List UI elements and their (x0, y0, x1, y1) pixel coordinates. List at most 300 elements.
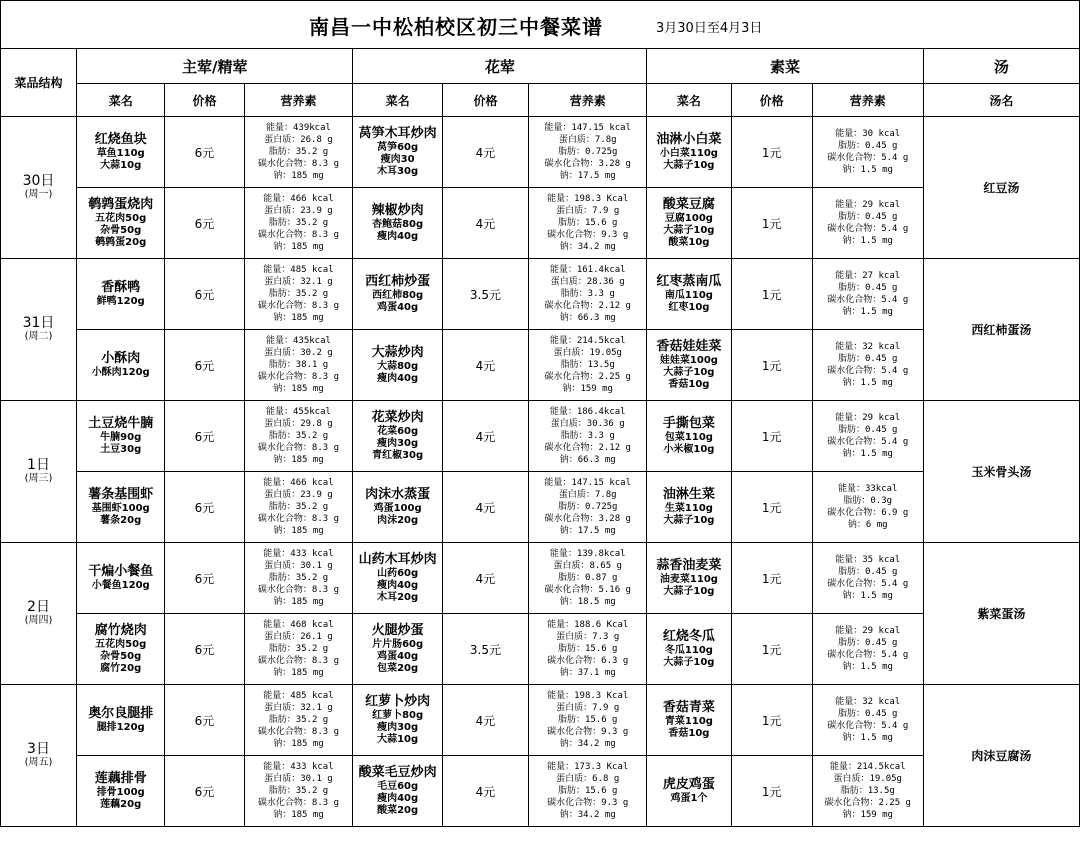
structure-header: 菜品结构 (1, 49, 77, 117)
dish-name: 火腿炒蛋 (371, 623, 424, 638)
nutrition-line: 钠：17.5 mg (559, 171, 616, 181)
dish-ingredient: 瘦肉30g (377, 438, 419, 449)
half-dish-cell (353, 259, 442, 330)
nutrition-line: 能量：147.15 kcal (544, 123, 632, 133)
dish-ingredient: 花菜60g (377, 426, 419, 437)
table-row (1, 401, 1080, 472)
nutrition-line: 脂肪：15.6 g (557, 218, 618, 228)
nutrition-line: 脂肪：0.3g (843, 496, 893, 506)
dish-name: 西红柿炒蛋 (365, 274, 431, 289)
half-dish-cell (353, 330, 442, 401)
dish-ingredient: 酸菜10g (668, 237, 710, 248)
nutrition-line: 脂肪：0.725g (557, 502, 618, 512)
nutrition-line: 钠：185 mg (273, 526, 324, 536)
date-range: 3月30日至4月3日 (656, 21, 763, 36)
nutrition-line: 脂肪：35.2 g (268, 502, 329, 512)
dish-ingredient: 木耳20g (377, 592, 419, 603)
table-row (1, 756, 1080, 827)
dish-ingredient: 鸡蛋40g (377, 651, 419, 662)
dish-name: 莴笋木耳炒肉 (358, 126, 437, 141)
half-nutrition (529, 685, 647, 756)
soup-name: 红豆汤 (923, 117, 1079, 259)
dish-name: 土豆烧牛腩 (88, 416, 154, 431)
nutrition-line: 脂肪：13.5g (840, 786, 895, 796)
dish-ingredient: 牛腩90g (100, 432, 142, 443)
dish-name: 酸菜豆腐 (662, 197, 715, 212)
nutrition-line: 碳水化合物：8.3 g (257, 727, 339, 737)
nutrition-line: 蛋白质：7.8g (558, 135, 617, 145)
main-nutrition (244, 756, 353, 827)
table-row (1, 117, 1080, 188)
half-dish-cell (353, 685, 442, 756)
main-nutrition (244, 259, 353, 330)
half-price: 4元 (442, 117, 528, 188)
soup-name: 西红柿蛋汤 (923, 259, 1079, 401)
nutrition-line: 钠：185 mg (273, 313, 324, 323)
nutrition-line: 能量：161.4kcal (549, 265, 626, 275)
dish-ingredient: 南瓜110g (664, 290, 713, 301)
dish-ingredient: 大蒜子10g (663, 515, 715, 526)
table-row (1, 472, 1080, 543)
day-date: 31日 (22, 314, 55, 331)
soup-name-header: 汤名 (923, 84, 1079, 117)
dish-ingredient: 香菇10g (668, 728, 710, 739)
veg-nutrition-header: 营养素 (812, 84, 923, 117)
nutrition-line: 蛋白质：32.1 g (264, 703, 333, 713)
dish-name: 莲藕排骨 (94, 771, 147, 786)
dish-ingredient: 瘦肉30g (377, 722, 419, 733)
nutrition-line: 碳水化合物：8.3 g (257, 372, 339, 382)
half-nutrition (529, 188, 647, 259)
soup-name: 玉米骨头汤 (923, 401, 1079, 543)
half-nutrition (529, 472, 647, 543)
dish-name: 油淋生菜 (662, 487, 715, 502)
main-price: 6元 (165, 188, 244, 259)
main-nutrition-header: 营养素 (244, 84, 353, 117)
nutrition-line: 能量：186.4kcal (549, 407, 626, 417)
nutrition-line: 能量：455kcal (265, 407, 331, 417)
dish-ingredient: 西红柿80g (372, 290, 424, 301)
nutrition-line: 碳水化合物：2.12 g (544, 443, 631, 453)
nutrition-line: 钠：185 mg (273, 242, 324, 252)
nutrition-line: 能量：214.5kcal (829, 762, 906, 772)
dish-ingredient: 片片肠60g (372, 639, 424, 650)
table-row (1, 614, 1080, 685)
half-nutrition (529, 543, 647, 614)
nutrition-line: 能量：35 kcal (835, 555, 901, 565)
nutrition-line: 脂肪：35.2 g (268, 644, 329, 654)
dish-ingredient: 油麦菜110g (659, 574, 718, 585)
nutrition-line: 碳水化合物：8.3 g (257, 443, 339, 453)
nutrition-line: 碳水化合物：2.25 g (544, 372, 631, 382)
dish-name: 手撕包菜 (662, 416, 715, 431)
nutrition-line: 碳水化合物：8.3 g (257, 301, 339, 311)
nutrition-line: 碳水化合物：5.4 g (827, 437, 909, 447)
nutrition-line: 钠：66.3 mg (559, 455, 616, 465)
half-price: 3.5元 (442, 259, 528, 330)
nutrition-line: 碳水化合物：5.4 g (827, 153, 909, 163)
nutrition-line: 能量：32 kcal (835, 697, 901, 707)
nutrition-line: 钠：159 mg (842, 810, 893, 820)
dish-ingredient: 排骨100g (96, 787, 145, 798)
dish-name: 香菇娃娃菜 (656, 339, 722, 354)
day-cell (1, 401, 77, 543)
table-row (1, 259, 1080, 330)
main-dish-cell (77, 685, 165, 756)
dish-name: 鹌鹑蛋烧肉 (88, 197, 154, 212)
dish-ingredient: 小酥肉120g (91, 367, 150, 378)
table-row (1, 188, 1080, 259)
main-price: 6元 (165, 330, 244, 401)
nutrition-line: 钠：18.5 mg (559, 597, 616, 607)
veg-price: 1元 (731, 401, 812, 472)
dish-name: 大蒜炒肉 (371, 345, 424, 360)
dish-ingredient: 腐竹20g (100, 663, 142, 674)
dish-ingredient: 瘦肉40g (377, 793, 419, 804)
dish-ingredient: 莴笋60g (377, 142, 419, 153)
nutrition-line: 蛋白质：23.9 g (264, 490, 333, 500)
nutrition-line: 碳水化合物：8.3 g (257, 798, 339, 808)
dish-name: 辣椒炒肉 (371, 203, 424, 218)
dish-name: 香酥鸭 (101, 280, 141, 295)
nutrition-line: 蛋白质：7.9 g (556, 206, 620, 216)
veg-price: 1元 (731, 685, 812, 756)
dish-name: 山药木耳炒肉 (358, 552, 437, 567)
page-title: 南昌一中松柏校区初三中餐菜谱 (309, 15, 603, 39)
main-price: 6元 (165, 259, 244, 330)
nutrition-line: 脂肪：35.2 g (268, 573, 329, 583)
dish-name: 油淋小白菜 (656, 132, 722, 147)
half-price: 4元 (442, 756, 528, 827)
nutrition-line: 钠：185 mg (273, 597, 324, 607)
dish-ingredient: 瘦肉40g (377, 231, 419, 242)
dish-ingredient: 红枣10g (668, 302, 710, 313)
soup-name: 紫菜蛋汤 (923, 543, 1079, 685)
soup-category-header: 汤 (923, 49, 1079, 84)
dish-ingredient: 杂骨50g (100, 651, 142, 662)
nutrition-line: 钠：185 mg (273, 171, 324, 181)
dish-ingredient: 大蒜子10g (663, 367, 715, 378)
main-price: 6元 (165, 543, 244, 614)
nutrition-line: 蛋白质：26.1 g (264, 632, 333, 642)
veg-dish-cell (647, 401, 731, 472)
table-row (1, 543, 1080, 614)
nutrition-line: 能量：29 kcal (835, 626, 901, 636)
nutrition-line: 钠：1.5 mg (842, 591, 893, 601)
dish-name: 薯条基围虾 (88, 487, 154, 502)
dish-name: 红烧冬瓜 (662, 629, 715, 644)
nutrition-line: 钠：66.3 mg (559, 313, 616, 323)
nutrition-line: 钠：185 mg (273, 739, 324, 749)
table-row (1, 685, 1080, 756)
nutrition-line: 碳水化合物：9.3 g (547, 727, 629, 737)
veg-nutrition (812, 685, 923, 756)
nutrition-line: 能量：198.3 Kcal (547, 194, 629, 204)
veg-price: 1元 (731, 472, 812, 543)
veg-dish-cell (647, 472, 731, 543)
nutrition-line: 钠：1.5 mg (842, 307, 893, 317)
half-price: 3.5元 (442, 614, 528, 685)
nutrition-line: 钠：6 mg (847, 520, 888, 530)
veg-nutrition (812, 117, 923, 188)
dish-ingredient: 包菜20g (377, 663, 419, 674)
veg-dish-cell (647, 117, 731, 188)
dish-name: 腐竹烧肉 (94, 623, 147, 638)
dish-name: 虎皮鸡蛋 (662, 777, 715, 792)
nutrition-line: 蛋白质：30.36 g (550, 419, 625, 429)
day-date: 2日 (27, 598, 50, 615)
nutrition-line: 脂肪：0.45 g (837, 567, 898, 577)
main-dish-cell (77, 756, 165, 827)
half-dish-cell (353, 543, 442, 614)
nutrition-line: 蛋白质：30.1 g (264, 561, 333, 571)
veg-nutrition (812, 259, 923, 330)
nutrition-line: 脂肪：0.45 g (837, 283, 898, 293)
nutrition-line: 能量：33kcal (837, 484, 898, 494)
half-price: 4元 (442, 685, 528, 756)
veg-nutrition (812, 330, 923, 401)
veg-dish-cell (647, 685, 731, 756)
nutrition-line: 能量：435kcal (265, 336, 331, 346)
dish-ingredient: 小白菜110g (659, 148, 718, 159)
dish-ingredient: 大蒜子10g (663, 225, 715, 236)
half-dish-name-header: 菜名 (353, 84, 442, 117)
dish-ingredient: 土豆30g (100, 444, 142, 455)
nutrition-line: 碳水化合物：8.3 g (257, 159, 339, 169)
nutrition-line: 能量：27 kcal (835, 271, 901, 281)
nutrition-line: 能量：29 kcal (835, 200, 901, 210)
veg-nutrition (812, 543, 923, 614)
day-date: 30日 (22, 172, 55, 189)
main-nutrition (244, 117, 353, 188)
day-cell (1, 117, 77, 259)
menu-table (0, 48, 1080, 827)
dish-name: 酸菜毛豆炒肉 (358, 765, 437, 780)
half-nutrition (529, 401, 647, 472)
main-nutrition (244, 188, 353, 259)
nutrition-line: 脂肪：35.2 g (268, 786, 329, 796)
dish-ingredient: 薯条20g (100, 515, 142, 526)
nutrition-line: 蛋白质：7.8g (558, 490, 617, 500)
nutrition-line: 脂肪：0.725g (557, 147, 618, 157)
nutrition-line: 脂肪：15.6 g (557, 644, 618, 654)
veg-nutrition (812, 756, 923, 827)
dish-ingredient: 冬瓜110g (664, 645, 713, 656)
veg-dish-cell (647, 259, 731, 330)
main-nutrition (244, 330, 353, 401)
dish-ingredient: 豆腐100g (664, 213, 713, 224)
dish-name: 红枣蒸南瓜 (656, 274, 722, 289)
veg-dish-cell (647, 756, 731, 827)
nutrition-line: 钠：17.5 mg (559, 526, 616, 536)
half-price: 4元 (442, 543, 528, 614)
nutrition-line: 能量：173.3 Kcal (547, 762, 629, 772)
dish-name: 香菇青菜 (662, 700, 715, 715)
main-dish-cell (77, 614, 165, 685)
main-nutrition (244, 543, 353, 614)
dish-ingredient: 草鱼110g (96, 148, 145, 159)
dish-ingredient: 瘦肉40g (377, 580, 419, 591)
main-dish-cell (77, 330, 165, 401)
main-price: 6元 (165, 401, 244, 472)
half-dish-cell (353, 472, 442, 543)
main-dish-cell (77, 543, 165, 614)
day-weekday: (周一) (24, 188, 53, 200)
dish-ingredient: 腿排120g (96, 722, 145, 733)
half-nutrition (529, 259, 647, 330)
main-nutrition (244, 614, 353, 685)
menu-body (1, 117, 1080, 827)
half-nutrition (529, 330, 647, 401)
dish-ingredient: 基围虾100g (91, 503, 150, 514)
dish-ingredient: 肉沫20g (377, 515, 419, 526)
nutrition-line: 脂肪：35.2 g (268, 715, 329, 725)
main-dish-cell (77, 188, 165, 259)
nutrition-line: 蛋白质：7.3 g (556, 632, 620, 642)
nutrition-line: 碳水化合物：3.28 g (544, 159, 631, 169)
nutrition-line: 脂肪：35.2 g (268, 147, 329, 157)
half-nutrition (529, 614, 647, 685)
dish-name: 蒜香油麦菜 (656, 558, 722, 573)
nutrition-line: 能量：468 kcal (263, 620, 334, 630)
main-price: 6元 (165, 117, 244, 188)
veg-price: 1元 (731, 614, 812, 685)
main-nutrition (244, 472, 353, 543)
nutrition-line: 钠：1.5 mg (842, 165, 893, 175)
dish-ingredient: 生菜110g (664, 503, 713, 514)
dish-ingredient: 青红椒30g (372, 450, 424, 461)
nutrition-line: 钠：34.2 mg (559, 242, 616, 252)
dish-ingredient: 青菜110g (664, 716, 713, 727)
nutrition-line: 脂肪：35.2 g (268, 289, 329, 299)
nutrition-line: 能量：29 kcal (835, 413, 901, 423)
nutrition-line: 蛋白质：30.1 g (264, 774, 333, 784)
nutrition-line: 脂肪：0.45 g (837, 638, 898, 648)
nutrition-line: 脂肪：3.3 g (560, 431, 615, 441)
day-cell (1, 685, 77, 827)
main-dish-cell (77, 472, 165, 543)
veg-dish-cell (647, 330, 731, 401)
dish-ingredient: 鲜鸭120g (96, 296, 145, 307)
veg-nutrition (812, 472, 923, 543)
title-bar (0, 0, 1080, 48)
nutrition-line: 能量：30 kcal (835, 129, 901, 139)
veg-dish-cell (647, 543, 731, 614)
nutrition-line: 碳水化合物：5.4 g (827, 650, 909, 660)
nutrition-line: 碳水化合物：6.3 g (547, 656, 629, 666)
nutrition-line: 钠：1.5 mg (842, 733, 893, 743)
nutrition-line: 脂肪：0.45 g (837, 354, 898, 364)
dish-ingredient: 鸡蛋100g (373, 503, 422, 514)
half-price: 4元 (442, 330, 528, 401)
nutrition-line: 蛋白质：8.65 g (553, 561, 622, 571)
nutrition-line: 脂肪：15.6 g (557, 715, 618, 725)
nutrition-line: 碳水化合物：5.4 g (827, 224, 909, 234)
nutrition-line: 碳水化合物：5.4 g (827, 721, 909, 731)
veg-price: 1元 (731, 756, 812, 827)
dish-ingredient: 大蒜子10g (663, 586, 715, 597)
half-price-header: 价格 (442, 84, 528, 117)
nutrition-line: 能量：147.15 kcal (544, 478, 632, 488)
dish-ingredient: 杂骨50g (100, 225, 142, 236)
dish-ingredient: 鹌鹑蛋20g (95, 237, 147, 248)
nutrition-line: 碳水化合物：5.4 g (827, 366, 909, 376)
nutrition-line: 蛋白质：23.9 g (264, 206, 333, 216)
nutrition-line: 钠：34.2 mg (559, 810, 616, 820)
veg-price: 1元 (731, 117, 812, 188)
dish-name: 红烧鱼块 (94, 132, 147, 147)
dish-ingredient: 鸡蛋1个 (670, 793, 708, 804)
nutrition-line: 能量：32 kcal (835, 342, 901, 352)
half-nutrition (529, 117, 647, 188)
main-price: 6元 (165, 614, 244, 685)
dish-ingredient: 莲藕20g (100, 799, 142, 810)
dish-ingredient: 红萝卜80g (372, 710, 424, 721)
nutrition-line: 碳水化合物：2.12 g (544, 301, 631, 311)
nutrition-line: 蛋白质：26.8 g (264, 135, 333, 145)
nutrition-line: 脂肪：0.45 g (837, 212, 898, 222)
nutrition-line: 脂肪：35.2 g (268, 431, 329, 441)
nutrition-line: 钠：1.5 mg (842, 449, 893, 459)
dish-ingredient: 酸菜20g (377, 805, 419, 816)
nutrition-line: 脂肪：35.2 g (268, 218, 329, 228)
half-dish-cell (353, 188, 442, 259)
nutrition-line: 钠：185 mg (273, 455, 324, 465)
nutrition-line: 蛋白质：19.05g (833, 774, 902, 784)
dish-ingredient: 木耳30g (377, 166, 419, 177)
nutrition-line: 碳水化合物：5.16 g (544, 585, 631, 595)
nutrition-line: 蛋白质：28.36 g (550, 277, 625, 287)
half-price: 4元 (442, 401, 528, 472)
veg-category-header: 素菜 (647, 49, 923, 84)
nutrition-line: 脂肪：0.45 g (837, 709, 898, 719)
nutrition-line: 蛋白质：30.2 g (264, 348, 333, 358)
dish-name: 花菜炒肉 (371, 410, 424, 425)
nutrition-line: 脂肪：13.5g (560, 360, 615, 370)
nutrition-line: 碳水化合物：5.4 g (827, 579, 909, 589)
main-dish-name-header: 菜名 (77, 84, 165, 117)
main-dish-cell (77, 259, 165, 330)
nutrition-line: 脂肪：0.45 g (837, 425, 898, 435)
dish-name: 奥尔良腿排 (88, 706, 154, 721)
dish-name: 肉沫水蒸蛋 (365, 487, 431, 502)
veg-price: 1元 (731, 330, 812, 401)
nutrition-line: 钠：159 mg (562, 384, 613, 394)
dish-ingredient: 杏鲍菇80g (372, 219, 424, 230)
main-price: 6元 (165, 472, 244, 543)
half-dish-cell (353, 614, 442, 685)
day-cell (1, 543, 77, 685)
nutrition-line: 脂肪：3.3 g (560, 289, 615, 299)
nutrition-line: 钠：1.5 mg (842, 662, 893, 672)
nutrition-line: 能量：466 kcal (263, 478, 334, 488)
nutrition-line: 碳水化合物：8.3 g (257, 514, 339, 524)
day-cell (1, 259, 77, 401)
nutrition-line: 蛋白质：29.8 g (264, 419, 333, 429)
main-price-header: 价格 (165, 84, 244, 117)
half-dish-cell (353, 117, 442, 188)
main-dish-cell (77, 117, 165, 188)
nutrition-line: 钠：34.2 mg (559, 739, 616, 749)
dish-name: 红萝卜炒肉 (365, 694, 431, 709)
nutrition-line: 钠：185 mg (273, 810, 324, 820)
dish-ingredient: 小餐鱼120g (91, 580, 150, 591)
half-dish-cell (353, 401, 442, 472)
nutrition-line: 碳水化合物：5.4 g (827, 295, 909, 305)
day-weekday: (周三) (24, 472, 53, 484)
half-category-header: 花荤 (353, 49, 647, 84)
nutrition-line: 能量：139.8kcal (549, 549, 626, 559)
